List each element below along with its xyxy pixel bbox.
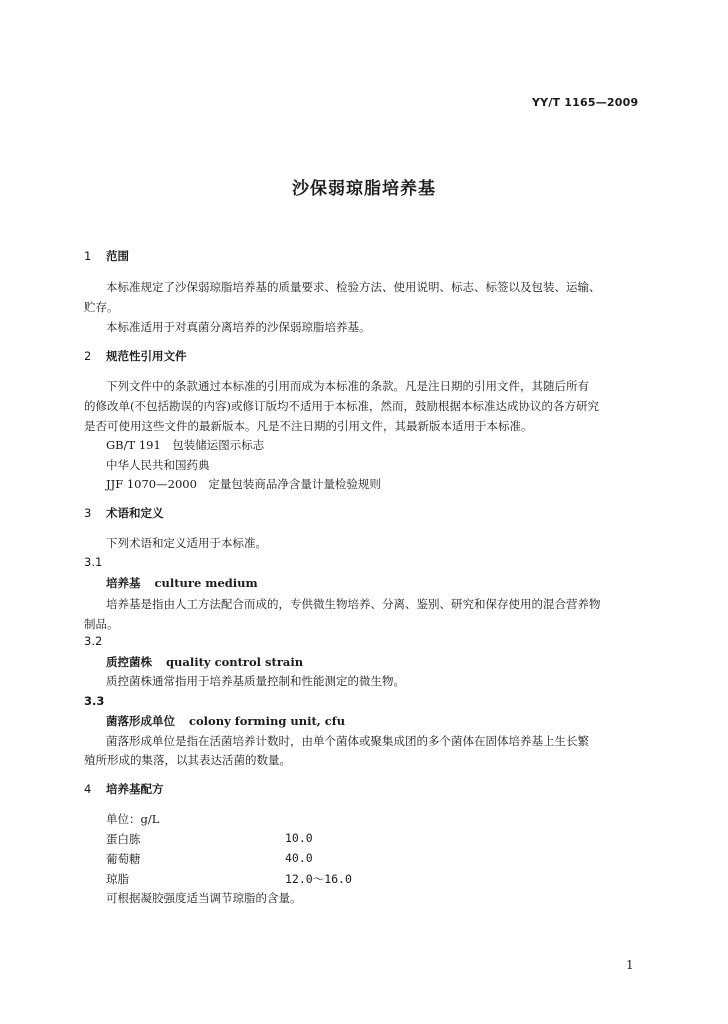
section-2-heading <box>84 348 187 364</box>
term-definition-line-1: 质控菌株通常指用于培养基质量控制和性能测定的微生物。 <box>106 674 405 688</box>
section-2-para-line-1: 下列文件中的条款通过本标准的引用而成为本标准的条款。凡是注日期的引用文件，其随后所有 <box>106 379 589 393</box>
section-number: 4 <box>84 782 92 796</box>
ingredient-amount: 40.0 <box>285 851 313 865</box>
ingredient-name: 琼脂 <box>106 872 129 886</box>
ingredient-amount: 10.0 <box>285 831 313 845</box>
section-1-para-1-line-1: 本标准规定了沙保弱琼脂培养基的质量要求、检验方法、使用说明、标志、标签以及包装、运输、 <box>106 280 601 294</box>
section-title: 培养基配方 <box>106 782 164 796</box>
section-1-para-2: 本标准适用于对真菌分离培养的沙保弱琼脂培养基。 <box>106 320 371 334</box>
section-title: 规范性引用文件 <box>106 349 187 363</box>
reference-item: 中华人民共和国药典 <box>106 458 210 472</box>
section-title: 术语和定义 <box>106 506 164 520</box>
section-4-heading <box>84 781 164 797</box>
term-en: quality control strain <box>166 655 304 669</box>
term-en: culture medium <box>154 576 258 590</box>
section-2-para-line-3: 是否可使用这些文件的最新版本。凡是不注日期的引用文件，其最新版本适用于本标准。 <box>84 419 533 433</box>
term-zh: 菌落形成单位 <box>106 714 175 728</box>
ingredient-name: 蛋白胨 <box>106 832 141 846</box>
page-number: 1 <box>626 958 634 972</box>
section-number: 3 <box>84 506 92 520</box>
term-number: 3.3 <box>84 694 105 708</box>
term-en: colony forming unit, cfu <box>189 714 346 728</box>
term-zh: 培养基 <box>106 576 141 590</box>
section-title: 范围 <box>106 249 129 263</box>
reference-item: JJF 1070—2000 定量包装商品净含量计量检验规则 <box>106 477 381 491</box>
term-title <box>106 713 345 729</box>
section-number: 2 <box>84 349 92 363</box>
term-number: 3.1 <box>84 555 103 569</box>
section-number: 1 <box>84 249 92 263</box>
reference-item: GB/T 191 包装储运图示标志 <box>106 438 265 452</box>
section-1-para-1-line-2: 贮存。 <box>84 300 119 314</box>
term-zh: 质控菌株 <box>106 655 152 669</box>
term-title <box>106 575 258 591</box>
ingredient-name: 葡萄糖 <box>106 852 141 866</box>
ingredient-amount: 12.0～16.0 <box>285 872 352 886</box>
term-definition-line-2: 制品。 <box>84 617 119 631</box>
section-3-intro: 下列术语和定义适用于本标准。 <box>106 536 267 550</box>
unit-label: 单位：g/L <box>106 812 160 826</box>
term-definition-line-1: 菌落形成单位是指在活菌培养计数时，由单个菌体或聚集成团的多个菌体在固体培养基上生长繁 <box>106 734 589 748</box>
term-definition-line-1: 培养基是指由人工方法配合而成的，专供微生物培养、分离、鉴别、研究和保存使用的混合营养物 <box>106 597 601 611</box>
term-title <box>106 654 303 670</box>
standard-number: YY/T 1165—2009 <box>532 96 639 109</box>
section-2-para-line-2: 的修改单(不包括勘误的内容)或修订版均不适用于本标准，然而，鼓励根据本标准达成协议的各方研究 <box>84 399 599 413</box>
section-1-heading <box>84 248 129 264</box>
formula-note: 可根据凝胶强度适当调节琼脂的含量。 <box>106 891 302 905</box>
term-definition-line-2: 殖所形成的集落，以其表达活菌的数量。 <box>84 753 291 767</box>
section-3-heading <box>84 505 164 521</box>
document-title: 沙保弱琼脂培养基 <box>292 179 436 199</box>
term-number: 3.2 <box>84 634 103 648</box>
